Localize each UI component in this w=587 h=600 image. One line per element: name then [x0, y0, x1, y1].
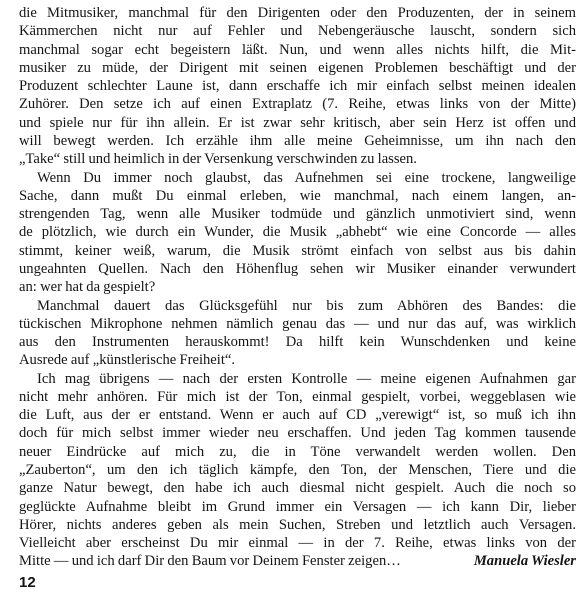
text-line: will bewegt werden. Ich erzähle ihm alle meine Geheimnisse, um ihn nach den [19, 132, 576, 149]
closing-line [19, 552, 576, 570]
body-text [19, 4, 576, 571]
text-line: neuer Eindrücke auf mich zu, die in Töne verwandelt werden wollen. Den [19, 443, 576, 460]
text-line: Mitte — und ich darf Dir den Baum vor Deinem Fenster zeigen… [19, 553, 401, 570]
text-line: stimmt, keiner weiß, warum, die Musik strömt einfach von selbst aus bis dahin [19, 242, 576, 259]
text-line: aus den Instrumenten herauskommt! Da hilft kein Wunschdenken und keine [19, 334, 576, 351]
text-line: doch für mich selbst immer wieder neu erschaffen. Und jeden Tag kommen tausende [19, 425, 576, 442]
paragraph-2 [19, 169, 576, 297]
paragraph-1 [19, 4, 576, 169]
text-line: Ausrede auf „künstlerische Freiheit“. [19, 352, 236, 369]
text-line: Sache, dann mußt Du einmal erleben, wie manchmal, nach einem langen, an- [19, 187, 576, 204]
text-line: und spiele nur für ihn allein. Er ist zwar sehr kritisch, aber sein Herz ist offen und [19, 114, 576, 131]
text-line: „Zauberton“, um den ich täglich kämpfe, den Ton, der Menschen, Tiere und die [19, 462, 576, 479]
paragraph-3 [19, 297, 576, 370]
text-line: de plötzlich, wie durch ein Wunder, die Musik „abhebt“ wie eine Concorde — alles [19, 224, 576, 241]
text-line: Wenn Du immer noch glaubst, das Aufnehmen sei eine trockene, langweilige [37, 169, 576, 186]
text-line: Kämmerchen nicht nur auf Fehler und Nebengeräusche lauscht, sondern sich [19, 23, 576, 40]
text-line: Vielleicht aber erscheinst Du mir einmal — in der 7. Reihe, etwas links von der [19, 535, 576, 552]
text-line: strengenden Tag, wenn alle Musiker todmüde und gänzlich unmotiviert sind, wenn [19, 206, 576, 223]
text-line: „Take“ still und heimlich in der Versenkung verschwinden zu lassen. [19, 151, 417, 168]
text-line: ganze Natur bewegt, den habe ich auch diesmal nicht gespielt. Auch die noch so [19, 480, 576, 497]
paragraph-4 [19, 370, 576, 571]
text-line: manchmal sogar echt begeistern läßt. Nun, und wenn alles nichts hilft, die Mit- [19, 41, 576, 58]
text-line: Hörer, nichts anderes geben als mein Suchen, Streben und letztlich auch Versagen. [19, 516, 576, 533]
text-line: die Luft, aus der er entstand. Wenn er auch auf CD „verewigt“ ist, so muß ich ihn [19, 407, 576, 424]
text-line: ungeahnten Quellen. Nach den Höhenflug sehen wir Musiker einander verwundert [19, 260, 576, 277]
text-line: musiker zu müde, der Dirigent mit seinen eigenen Problemen beschäftigt und der [19, 59, 576, 76]
author-signature: Manuela Wiesler [473, 553, 576, 570]
text-line: die Mitmusiker, manchmal für den Dirigenten oder den Produzenten, der in seinem [19, 5, 576, 21]
text-line: tückischen Mikrophone nehmen nämlich genau das — und nur das auf, was wirklich [19, 315, 576, 332]
text-line: Manchmal dauert das Glücksgefühl nur bis zum Abhören des Bandes: die [37, 297, 576, 314]
text-line: Ich mag übrigens — nach der ersten Kontrolle — meine eigenen Aufnahmen gar [37, 370, 576, 387]
text-line: nicht mehr anhören. Für mich ist der Ton, einmal gespielt, vorbei, weggeblasen wie [19, 388, 576, 405]
text-line: Produzent schlechter Laune ist, dann erschaffe ich mir einfach selbst meinen idealen [19, 78, 576, 95]
text-line: geglückte Aufnahme bleibt im Grund immer ein Versagen — ich kann Dir, lieber [19, 498, 576, 515]
page-number: 12 [19, 574, 36, 591]
text-line: Zuhörer. Den setze ich auf einen Extraplatz (7. Reihe, etwas links von der Mitte) [19, 96, 576, 113]
text-line: an: wer hat da gespielt? [19, 279, 156, 296]
